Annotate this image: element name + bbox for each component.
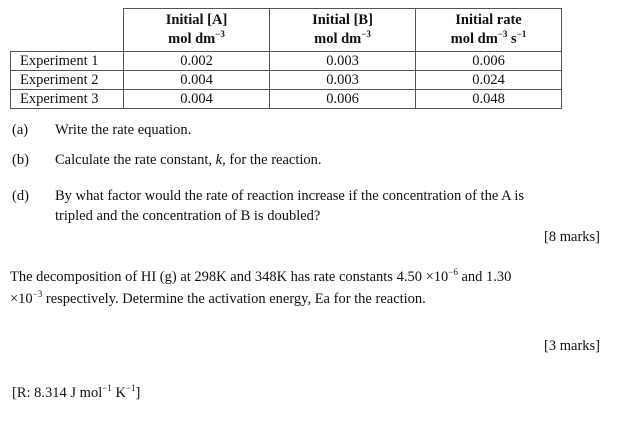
question-d-line2: tripled and the concentration of B is doubled? xyxy=(55,208,321,224)
table-row xyxy=(11,90,562,109)
text: Calculate the rate constant, xyxy=(55,152,216,168)
question-d-line1: By what factor would the rate of reaction increase if the concentration of the A is xyxy=(55,188,525,204)
text: and 1.30 xyxy=(457,269,512,285)
question-b-number: (b) xyxy=(12,152,29,168)
cell-a: 0.004 xyxy=(124,71,270,90)
table-header-row xyxy=(11,9,562,52)
exponent: −1 xyxy=(125,383,136,394)
cell-a: 0.002 xyxy=(124,52,270,71)
exponent: −1 xyxy=(102,383,112,394)
text: ] xyxy=(135,385,141,401)
marks-label: [8 marks] xyxy=(544,229,600,245)
cell-a: 0.004 xyxy=(124,90,270,109)
cell-b: 0.003 xyxy=(270,52,416,71)
gas-constant xyxy=(12,385,140,402)
unit-sup: −3 xyxy=(361,29,371,40)
unit-sup: −1 xyxy=(516,29,527,40)
exponent: −3 xyxy=(32,289,43,300)
question-a-text: Write the rate equation. xyxy=(55,122,192,138)
text: K xyxy=(111,385,126,401)
unit-sup: −3 xyxy=(215,29,225,40)
data-table xyxy=(10,8,562,109)
header-initial-a xyxy=(124,9,270,52)
cell-rate: 0.048 xyxy=(416,90,562,109)
unit-text: s xyxy=(507,31,517,47)
text: , for the reaction. xyxy=(222,152,322,168)
question-2-text xyxy=(10,266,511,310)
cell-rate: 0.024 xyxy=(416,71,562,90)
text: [R: 8.314 J mol xyxy=(12,385,103,401)
text: respectively. Determine the activation energy, Ea for the reaction. xyxy=(42,291,426,307)
unit-text: mol dm xyxy=(314,31,362,47)
header-initial-rate xyxy=(416,9,562,52)
question-b-text xyxy=(55,152,322,169)
header-initial-b xyxy=(270,9,416,52)
question-d-number: (d) xyxy=(12,188,29,204)
table-row xyxy=(11,52,562,71)
table-row xyxy=(11,71,562,90)
k-symbol: k xyxy=(215,152,223,168)
text: ×10 xyxy=(10,291,33,307)
row-label: Experiment 3 xyxy=(11,90,124,109)
question-a-number: (a) xyxy=(12,122,29,138)
header-text: Initial [B] xyxy=(312,12,373,28)
marks-label: [3 marks] xyxy=(544,338,600,354)
row-label: Experiment 2 xyxy=(11,71,124,90)
unit-text: mol dm xyxy=(168,31,216,47)
cell-b: 0.003 xyxy=(270,71,416,90)
unit-sup: −3 xyxy=(497,29,508,40)
exponent: −6 xyxy=(448,267,458,278)
header-text: Initial rate xyxy=(455,12,522,28)
header-text: Initial [A] xyxy=(165,12,228,28)
header-blank xyxy=(11,9,124,52)
text: The decomposition of HI (g) at 298K and 348K has rate constants 4.50 ×10 xyxy=(10,269,449,285)
cell-rate: 0.006 xyxy=(416,52,562,71)
unit-text: mol dm xyxy=(450,31,498,47)
cell-b: 0.006 xyxy=(270,90,416,109)
row-label: Experiment 1 xyxy=(11,52,124,71)
